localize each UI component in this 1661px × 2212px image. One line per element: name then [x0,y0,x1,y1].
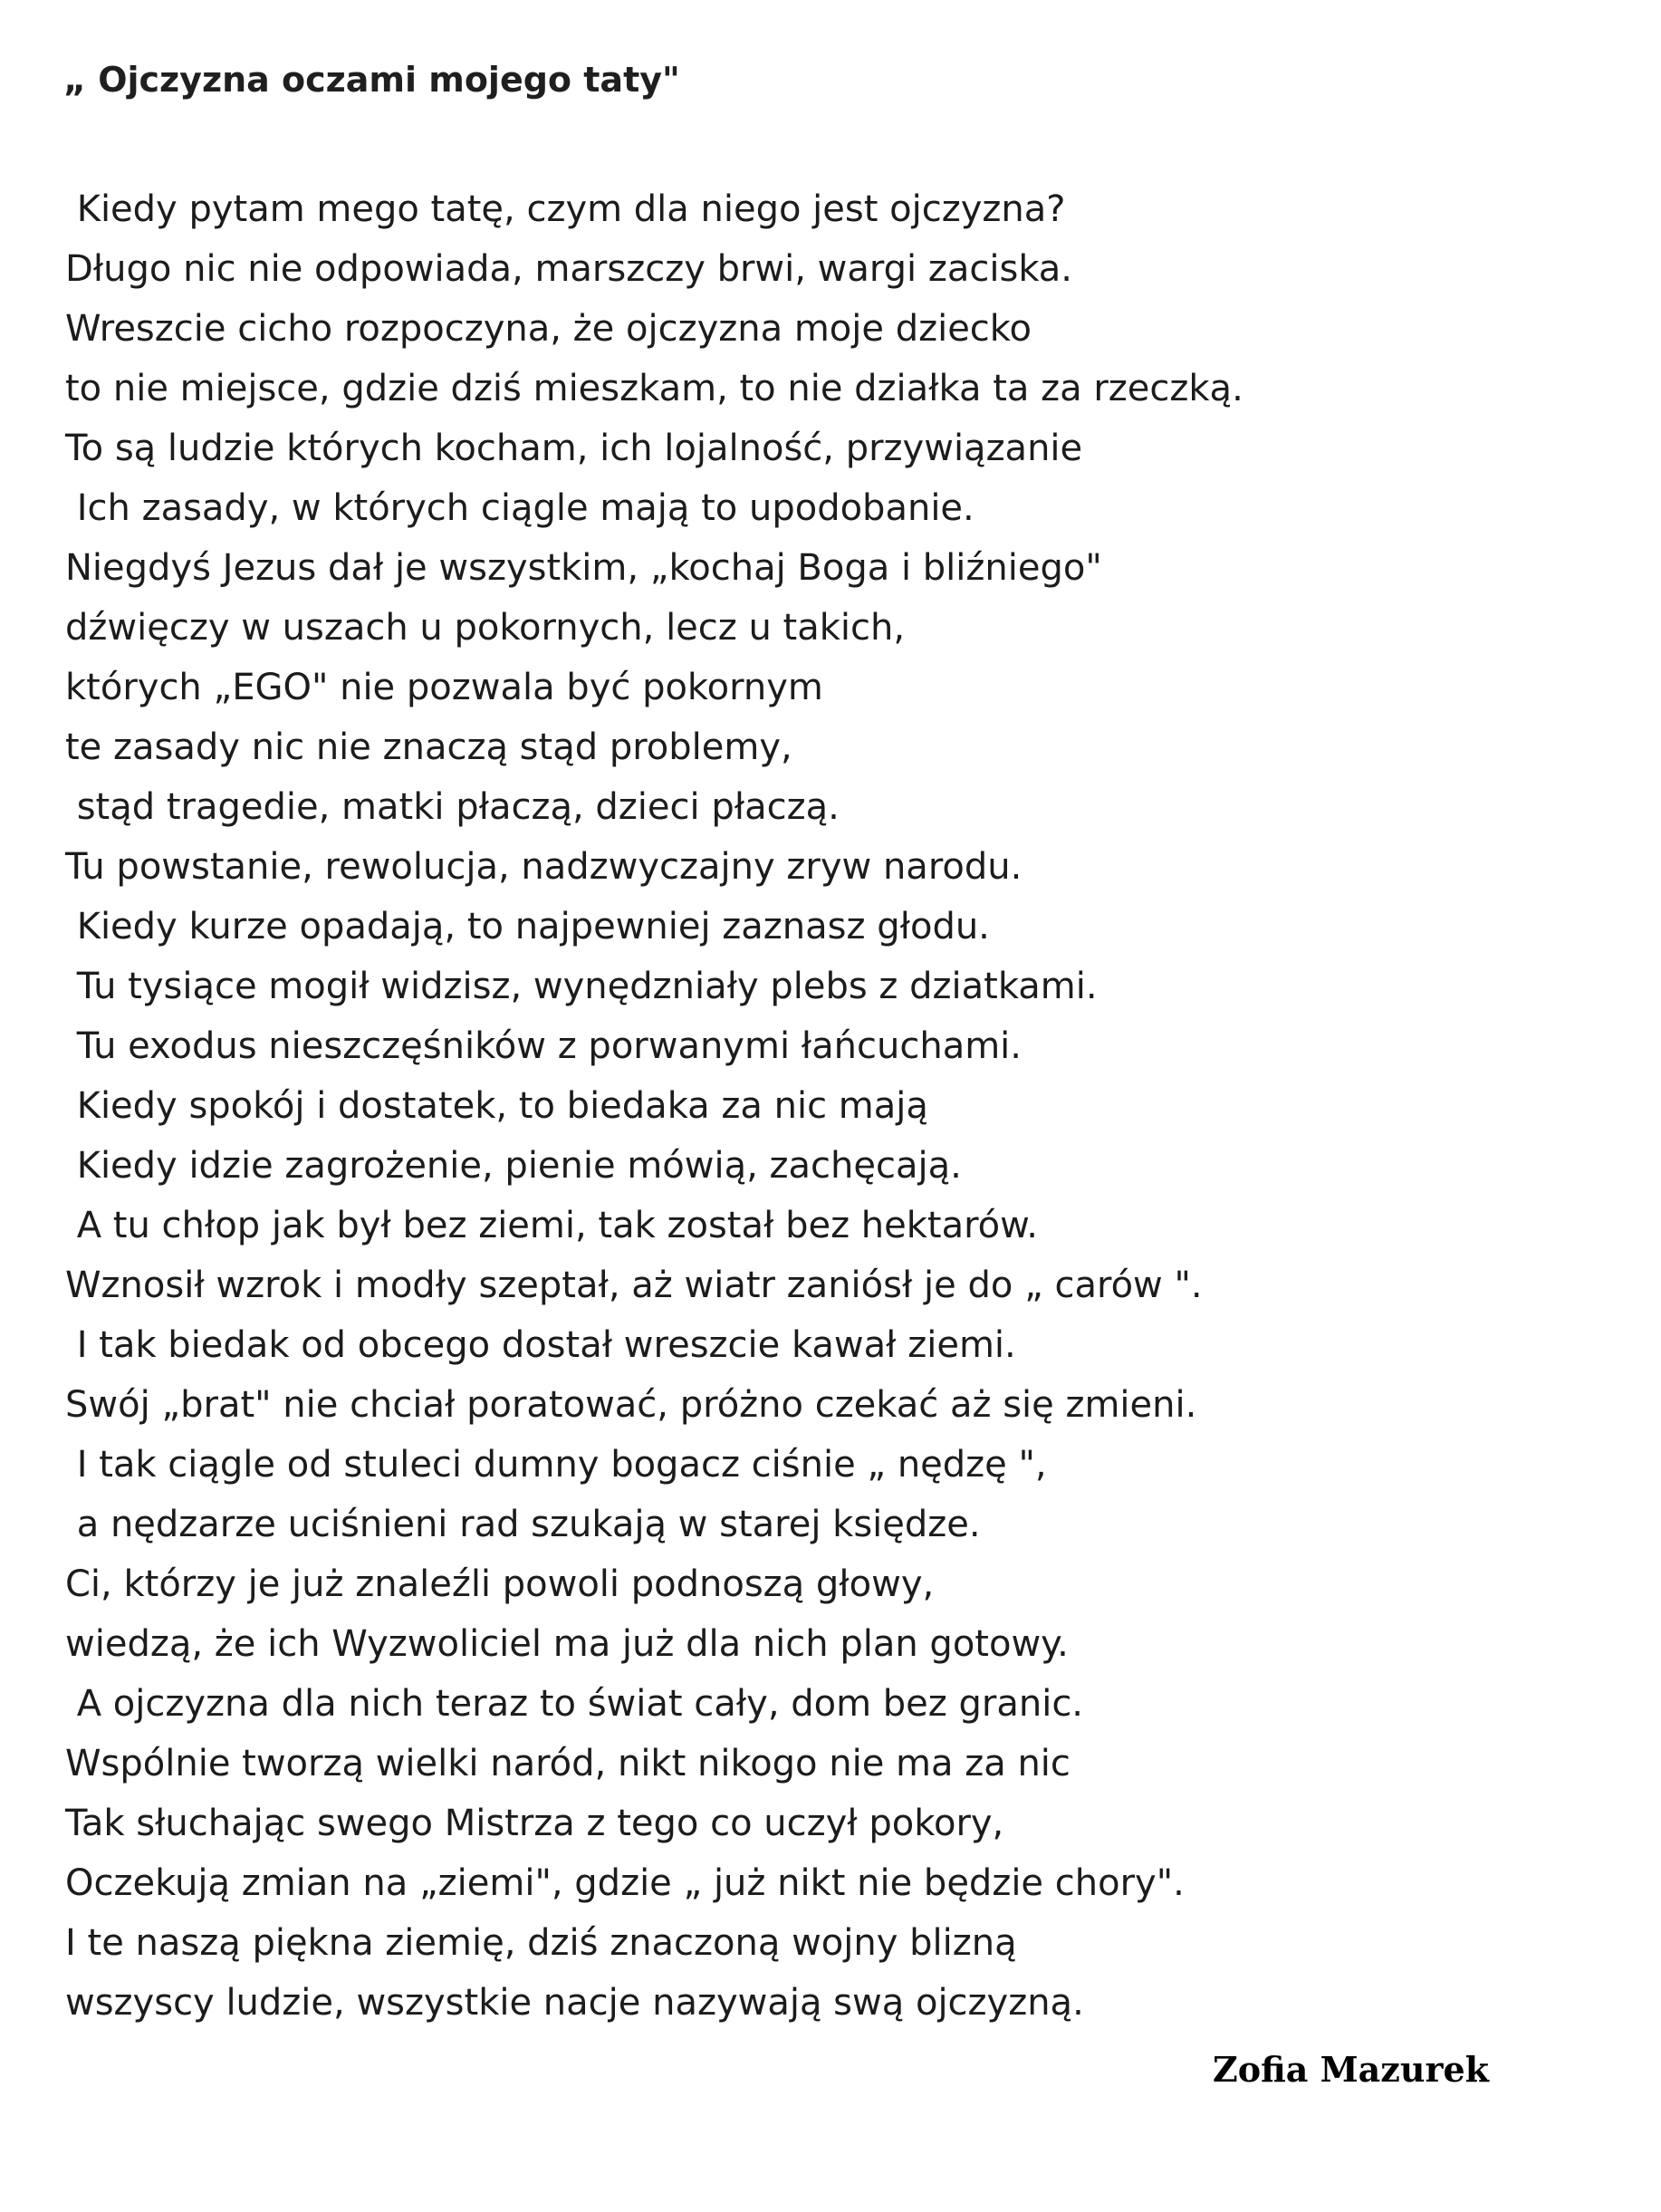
poem-line: Tak słuchając swego Mistrza z tego co uczył pokory, [65,1803,1004,1844]
poem-line: I tak biedak od obcego dostał wreszcie kawał ziemi. [65,1324,1016,1366]
poem-line: Ci, którzy je już znaleźli powoli podnoszą głowy, [65,1563,935,1605]
poem-line: Wspólnie tworzą wielki naród, nikt nikogo nie ma za nic [65,1743,1071,1784]
poem-line: Wznosił wzrok i modły szeptał, aż wiatr zaniósł je do „ carów ". [65,1265,1203,1306]
poem-body [65,179,1243,2033]
poem-line: A ojczyzna dla nich teraz to świat cały, dom bez granic. [65,1683,1084,1725]
poem-line: Tu tysiące mogił widzisz, wynędzniały plebs z dziatkami. [65,966,1098,1007]
poem-line: A tu chłop jak był bez ziemi, tak został bez hektarów. [65,1205,1038,1246]
poem-line: Niegdyś Jezus dał je wszystkim, „kochaj Boga i bliźniego" [65,547,1102,589]
poem-line: To są ludzie których kocham, ich lojalność, przywiązanie [65,428,1083,469]
poem-line: Długo nic nie odpowiada, marszczy brwi, wargi zaciska. [65,248,1073,290]
poem-line: Tu exodus nieszczęśników z porwanymi łańcuchami. [65,1025,1022,1067]
poem-line: wszyscy ludzie, wszystkie nacje nazywają swą ojczyzną. [65,1982,1084,2024]
poem-line: Wreszcie cicho rozpoczyna, że ojczyzna moje dziecko [65,308,1032,350]
poem-line: wiedzą, że ich Wyzwoliciel ma już dla nich plan gotowy. [65,1623,1069,1665]
poem-line: Kiedy spokój i dostatek, to biedaka za nic mają [65,1085,928,1127]
poem-line: a nędzarze uciśnieni rad szukają w starej księdze. [65,1504,981,1545]
poem-line: Oczekują zmian na „ziemi", gdzie „ już nikt nie będzie chory". [65,1862,1185,1904]
poem-line: I te naszą piękna ziemię, dziś znaczoną wojny blizną [65,1922,1017,1964]
poem-line: I tak ciągle od stuleci dumny bogacz ciśnie „ nędzę ", [65,1444,1047,1486]
poem-line: Kiedy idzie zagrożenie, pienie mówią, zachęcają. [65,1145,962,1187]
poem-line: Kiedy kurze opadają, to najpewniej zaznasz głodu. [65,906,990,947]
poem-line: stąd tragedie, matki płaczą, dzieci płaczą. [65,786,840,828]
poem-line: Swój „brat" nie chciał poratować, próżno czekać aż się zmieni. [65,1384,1197,1426]
poem-line: Ich zasady, w których ciągle mają to upodobanie. [65,487,975,529]
poem-line: Kiedy pytam mego tatę, czym dla niego jest ojczyzna? [65,188,1066,230]
poem-line: których „EGO" nie pozwala być pokornym [65,667,823,708]
poem-title: „ Ojczyzna oczami mojego taty" [63,60,680,100]
poem-line: Tu powstanie, rewolucja, nadzwyczajny zryw narodu. [65,846,1023,888]
poem-line: dźwięczy w uszach u pokornych, lecz u takich, [65,607,906,649]
poem-line: to nie miejsce, gdzie dziś mieszkam, to nie działka ta za rzeczką. [65,368,1243,409]
author-signature: Zofia Mazurek [1213,2049,1489,2090]
poem-line: te zasady nic nie znaczą stąd problemy, [65,726,792,768]
